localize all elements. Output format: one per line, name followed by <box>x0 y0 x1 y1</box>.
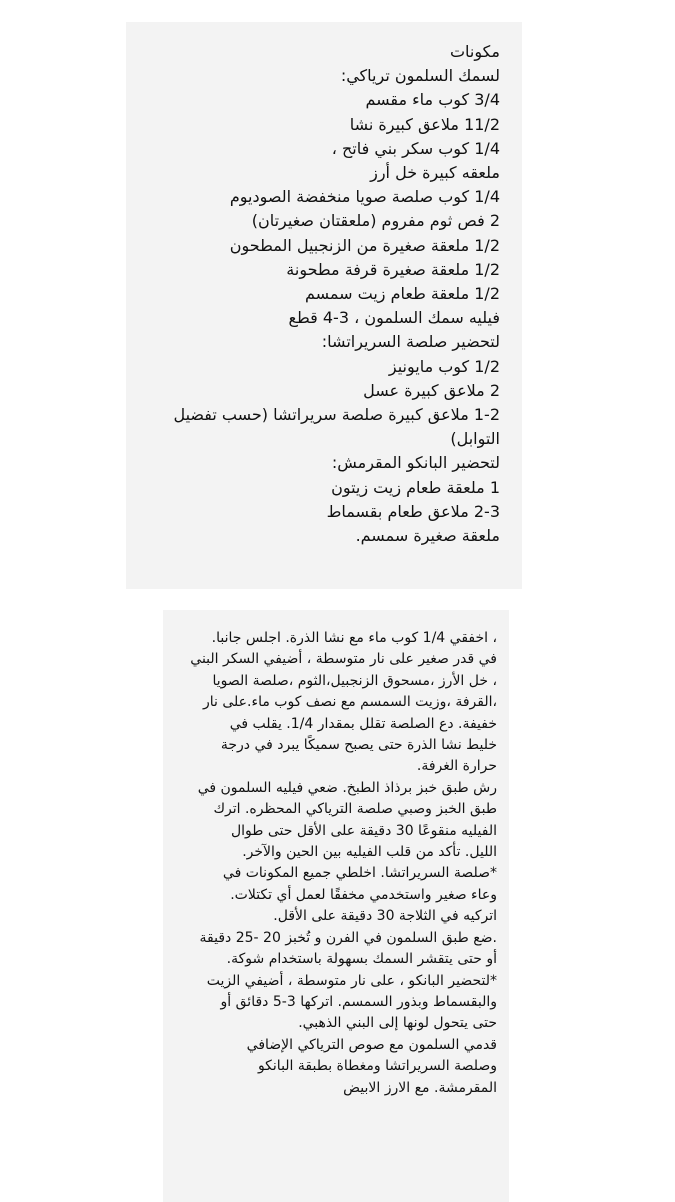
step-line: أو حتى يتقشر السمك بسهولة باستخدام شوكة. <box>226 951 497 968</box>
ingredient-line: 2 ملاعق كبيرة عسل <box>363 380 500 400</box>
ingredient-line: 1/2 ملعقة صغيرة من الزنجبيل المطحون <box>229 235 500 255</box>
ingredient-line: 1/2 ملعقة صغيرة قرفة مطحونة <box>286 259 500 279</box>
ingredient-line: 1/2 ملعقة طعام زيت سمسم <box>304 284 500 304</box>
ingredient-line: 1/4 كوب صلصة صويا منخفضة الصوديوم <box>229 187 500 207</box>
ingredient-line: 1-2 ملاعق كبيرة صلصة سريراتشا (حسب تفضيل <box>173 405 500 425</box>
step-line: حتى يتحول لونها إلى البني الذهبي. <box>298 1015 497 1032</box>
section-heading-sriracha: لتحضير صلصة السريراتشا: <box>321 332 500 352</box>
ingredient-line: 11/2 ملاعق كبيرة نشا <box>349 114 500 134</box>
ingredient-line: فيليه سمك السلمون ، 3-4 قطع <box>288 308 500 328</box>
ingredient-line: ملعقه كبيرة خل أرز <box>370 163 500 183</box>
step-line: طبق الخبز وصبي صلصة الترياكي المحظره. اترك <box>213 801 497 818</box>
step-line: والبقسماط وبذور السمسم. اتركها 3-5 دقائق أو <box>220 993 497 1010</box>
section-heading-teriyaki: لسمك السلمون ترياكي: <box>340 66 500 86</box>
ingredient-line: 1 ملعقة طعام زيت زيتون <box>331 477 500 497</box>
step-line: المقرمشة. مع الارز الابيض <box>343 1079 497 1096</box>
step-line: ،القرفة ،وزيت السمسم مع نصف كوب ماء.على نار <box>203 694 497 711</box>
ingredients-card <box>126 22 522 589</box>
step-line: ، خل الأرز ،مسحوق الزنجبيل،الثوم ،صلصة الصويا <box>212 672 497 689</box>
step-line: حرارة الغرفة. <box>416 758 497 775</box>
ingredient-line: التوابل) <box>450 429 500 449</box>
ingredient-line: 3/4 كوب ماء مقسم <box>365 90 500 110</box>
step-line: الفيليه منقوعًا 30 دقيقة على الأقل حتى طوال <box>230 822 497 839</box>
ingredient-line: 2 فص ثوم مفروم (ملعقتان صغيرتان) <box>251 211 500 231</box>
section-heading-panko: لتحضير البانكو المقرمش: <box>331 453 500 473</box>
step-line: .ضع طبق السلمون في الفرن و تُخبز 20 -25 دقيقة <box>199 929 497 946</box>
step-line: وصلصة السريراتشا ومغطاة بطبقة البانكو <box>257 1058 497 1075</box>
ingredient-line: 1/2 كوب مايونيز <box>388 356 500 376</box>
step-line: خفيفة. دع الصلصة تقلل بمقدار 1/4. يقلب في <box>229 715 497 732</box>
step-line: رش طبق خبز برذاذ الطبخ. ضعي فيليه السلمون في <box>197 779 497 796</box>
ingredients-title: مكونات <box>449 42 500 61</box>
step-line: في قدر صغير على نار متوسطة ، أضيفي السكر البني <box>190 651 497 668</box>
step-line: ، اخفقي 1/4 كوب ماء مع نشا الذرة. اجلس جانبا. <box>211 630 497 646</box>
step-line: الليل. تأكد من قلب الفيليه بين الحين والآخر. <box>242 844 497 861</box>
ingredient-line: 1/4 كوب سكر بني فاتح ، <box>331 138 500 158</box>
ingredient-line: 2-3 ملاعق طعام بقسماط <box>326 501 500 521</box>
step-line: وعاء صغير واستخدمي مخفقًا لعمل أي تكتلات. <box>230 886 497 903</box>
step-line: *صلصة السريراتشا. اخلطي جميع المكونات في <box>222 865 497 882</box>
step-line: قدمي السلمون مع صوص الترياكي الإضافي <box>246 1036 497 1053</box>
step-line: اتركيه في الثلاجة 30 دقيقة على الأقل. <box>273 908 497 925</box>
step-line: خليط نشا الذرة حتى يصبح سميكًا يبرد في درجة <box>220 737 497 754</box>
ingredient-line: ملعقة صغيرة سمسم. <box>355 526 500 546</box>
step-line: *لتحضير البانكو ، على نار متوسطة ، أضيفي الزيت <box>206 972 497 989</box>
steps-card <box>163 610 509 1202</box>
